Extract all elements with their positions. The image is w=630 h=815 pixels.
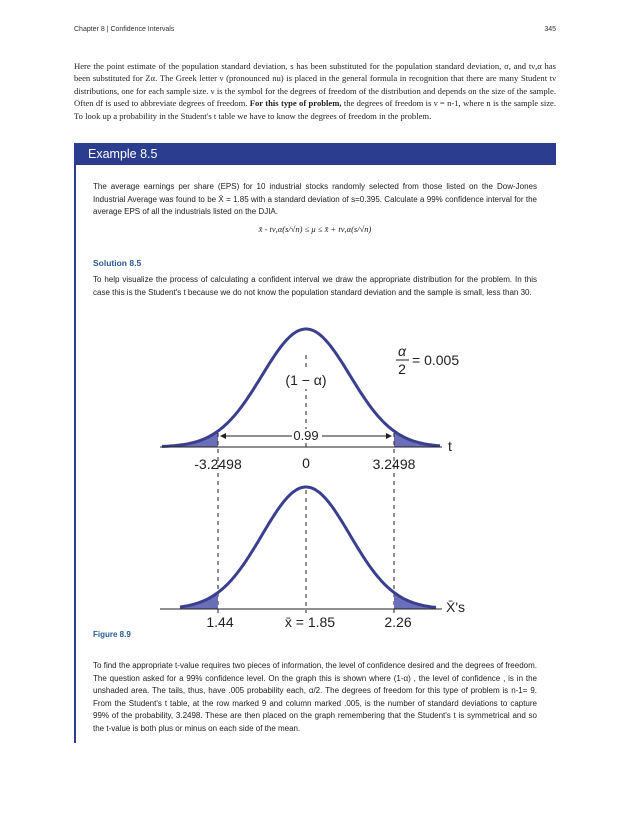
t-distribution-figure [160, 315, 480, 630]
example-title-bar [74, 143, 556, 165]
conclusion-text: To find the appropriate t-value requires two pieces of information, the level of confidence desired and the degrees of freedom. The question asked for a 99% confidence level. On the graph this is shown where (1-α) , the level of confidence , is in the unshaded area. The tails, thus, have .005 probability each, α/2. The degrees of freedom for this type of problem is n-1= 9. From the Student's t table, at the row marked 9 and column marked .005, is the number of standard deviations to capture 99% of the probability, 3.2498. These are then placed on the graph remembering that the Student's t is symmetrical and so the t-value is both plus or minus on each side of the mean. [93, 661, 537, 733]
tick-right-xbar: 2.26 [384, 614, 412, 630]
solution-text: To help visualize the process of calculating a confident interval we draw the appropriate distribution for the problem. In this case this is the Student's t because we do not know the population standard deviation and the sample is small, less than 30. [93, 275, 537, 297]
example-title: Example 8.5 [88, 147, 158, 161]
alpha-denominator: 2 [398, 361, 406, 377]
xbar-axis-label: X̄'s [446, 599, 466, 615]
intro-bold: For this type of problem, [249, 98, 342, 109]
t-axis-label: t [448, 438, 452, 454]
arrow-right-head [386, 433, 392, 439]
tick-center-t: 0 [302, 455, 310, 471]
example-left-rule [74, 165, 76, 743]
page-number: 345 [544, 26, 556, 33]
example-problem: The average earnings per share (EPS) for 10 industrial stocks randomly selected from those listed on the Dow-Jones Industrial Average was found to be X̄ = 1.85 with a standard deviation of s=0.395. Calculate a 99% confidence interval for the average EPS of all the industrials listed on the DJIA. [93, 182, 537, 216]
page-header [74, 26, 556, 33]
alpha-value: = 0.005 [412, 352, 460, 368]
intro-paragraph [74, 60, 556, 122]
intro-text-2: the degrees of freedom is ν = n-1, where n is the sample size. To look up a probability in the Student's t table we have to know the degrees of freedom in the problem. [74, 98, 556, 121]
tick-right-t: 3.2498 [372, 456, 416, 472]
intro-text: Here the point estimate of the population standard deviation, s has been substituted for the population standard deviation, σ, and tν,α has been substituted for Zα. The Greek letter ν (pronounced nu) is placed in the general formula in recognition that there are many Student tν distributions, one for each sample size. ν is the symbol for the degrees of freedom of the distribution and depends on the size of the sample. Often df is used to abbreviate degrees of freedom. [74, 61, 556, 109]
ci-formula: x̄ - tν,α(s/√n) ≤ μ ≤ x̄ + tν,α(s/√n) [258, 224, 372, 234]
arrow-left-head [220, 433, 226, 439]
tick-left-xbar: 1.44 [206, 614, 234, 630]
tick-left-t: -3.2498 [194, 456, 242, 472]
alpha-numerator: α [398, 343, 406, 359]
confidence-label: 0.99 [293, 428, 319, 443]
tick-center-xbar: x̄ = 1.85 [284, 614, 336, 630]
chapter-title: Chapter 8 | Confidence Intervals [74, 26, 175, 33]
solution-title: Solution 8.5 [93, 258, 142, 268]
one-minus-alpha-label: (1 − α) [285, 372, 327, 388]
figure-caption: Figure 8.9 [93, 630, 131, 639]
